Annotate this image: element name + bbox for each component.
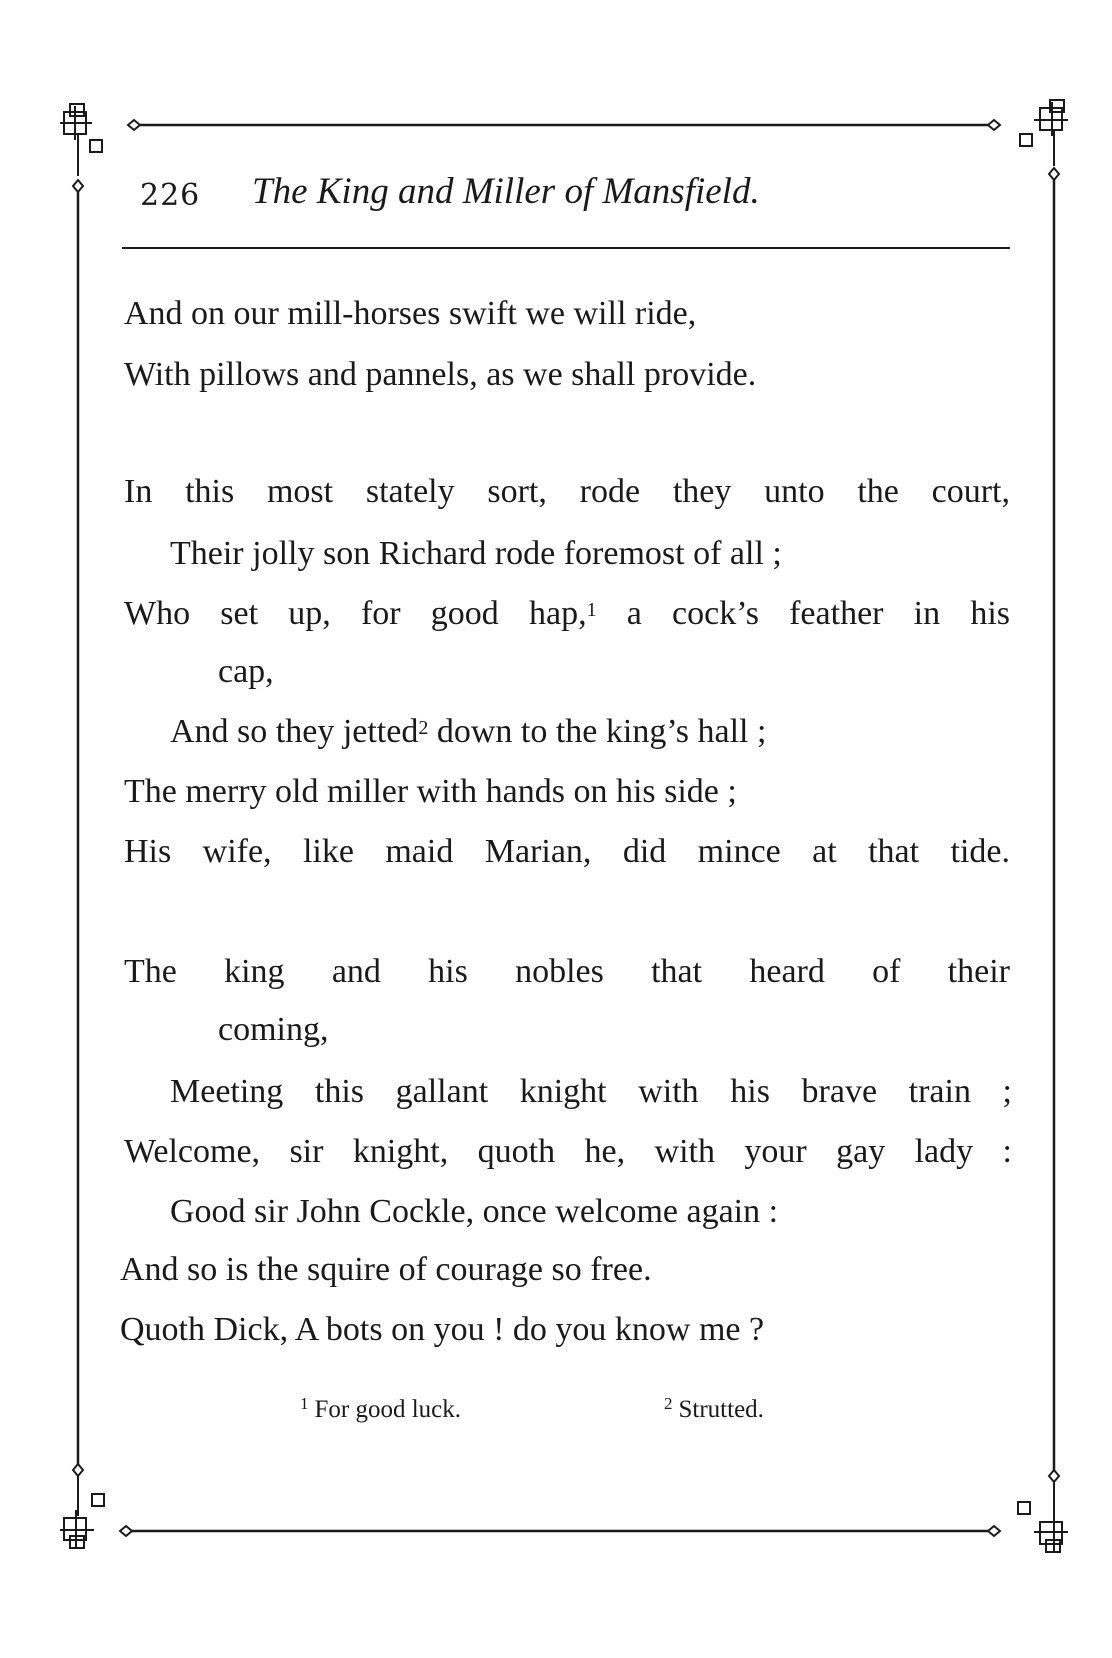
verse-line: In this most stately sort, rode they unto the court, (124, 473, 1010, 510)
verse-line: Meeting this gallant knight with his brave train ; (170, 1073, 1012, 1110)
verse-line: With pillows and pannels, as we shall provide. (124, 356, 757, 393)
footnote-2: $^2$ Strutted. (664, 1394, 764, 1423)
verse-line: The merry old miller with hands on his side ; (124, 773, 737, 810)
running-title: The King and Miller of Mansfield. (252, 171, 760, 212)
verse-line: Their jolly son Richard rode foremost of all ; (170, 535, 782, 572)
verse-line: Good sir John Cockle, once welcome again : (170, 1193, 779, 1230)
verse-line: His wife, like maid Marian, did mince at that tide. (124, 833, 1010, 870)
footnote-ref-1: 1 (586, 599, 597, 621)
verse-line: And so is the squire of courage so free. (120, 1251, 652, 1288)
verse-line: cap, (218, 653, 274, 690)
verse-line: And on our mill-horses swift we will ride, (124, 295, 697, 332)
footnote-1: $^1$ For good luck. (300, 1394, 462, 1423)
verse-line: Welcome, sir knight, quoth he, with your gay lady : (124, 1133, 1012, 1170)
verse-line: And so they jetted$^2$ down to the king’s hall ; (170, 713, 767, 750)
verse-line: Quoth Dick, A bots on you ! do you know me ? (120, 1311, 765, 1348)
verse-line: coming, (218, 1011, 329, 1048)
verse-line: Who set up, for good hap,$^1$ a cock’s feather in his (124, 595, 1010, 632)
footnote-ref-2: 2 (418, 717, 429, 739)
verse-line: The king and his nobles that heard of their (124, 953, 1010, 990)
page-number: 226 (140, 178, 201, 213)
